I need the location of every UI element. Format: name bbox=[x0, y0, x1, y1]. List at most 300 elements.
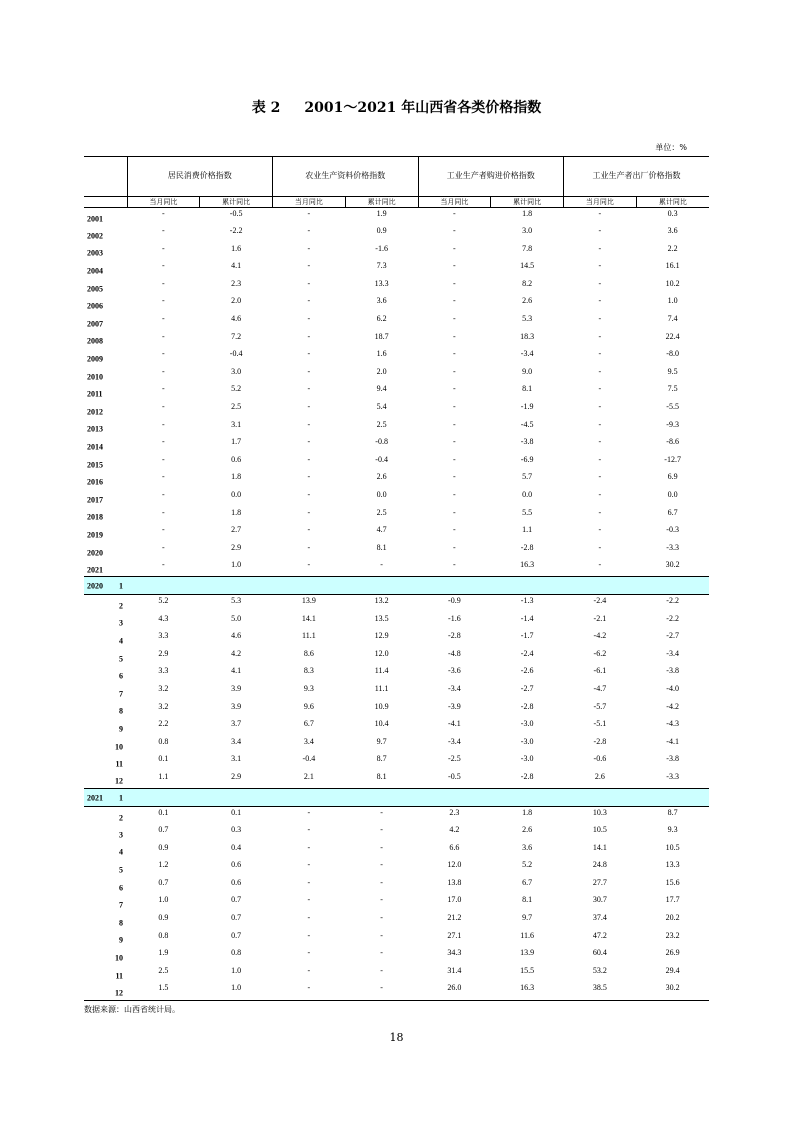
table-cell: - bbox=[307, 331, 311, 341]
table-cell: 0.1 bbox=[231, 808, 242, 817]
row-year: 2017 bbox=[87, 495, 103, 505]
table-cell: 0.7 bbox=[231, 895, 242, 905]
header-sub: 当月同比 bbox=[273, 197, 346, 208]
table-cell: 2.3 bbox=[449, 808, 460, 817]
table-row bbox=[84, 454, 709, 472]
table-row-highlight bbox=[84, 577, 709, 595]
table-cell: 0.1 bbox=[158, 808, 169, 817]
table-cell: -3.3 bbox=[666, 771, 679, 781]
table-cell: 30.2 bbox=[636, 982, 709, 1000]
table-cell: 18.3 bbox=[520, 331, 535, 341]
table-cell: 10.2 bbox=[665, 278, 680, 288]
table-cell: -1.6 bbox=[448, 613, 461, 623]
table-row bbox=[84, 613, 709, 631]
table-cell: 4.6 bbox=[231, 631, 242, 641]
table-row bbox=[84, 595, 709, 613]
table-cell: - bbox=[307, 314, 311, 324]
row-label bbox=[84, 243, 127, 261]
table-cell: - bbox=[598, 402, 602, 412]
table-cell: 5.0 bbox=[231, 613, 242, 623]
table-row bbox=[84, 683, 709, 701]
table-cell: - bbox=[598, 472, 602, 482]
table-cell: 1.5 bbox=[127, 982, 200, 1000]
table-cell: 8.3 bbox=[303, 666, 314, 676]
table-cell: -3.3 bbox=[666, 542, 679, 552]
table-cell bbox=[127, 577, 200, 595]
table-cell: - bbox=[453, 437, 456, 447]
table-cell: 1.0 bbox=[158, 895, 169, 905]
table-cell: 12.0 bbox=[447, 860, 462, 870]
table-cell: 29.4 bbox=[665, 965, 680, 975]
table-cell: - bbox=[380, 877, 383, 887]
page-number: 18 bbox=[389, 1031, 404, 1044]
table-row bbox=[84, 366, 709, 384]
table-cell: 2.1 bbox=[303, 771, 314, 781]
row-label bbox=[84, 683, 127, 701]
table-cell: -8.6 bbox=[666, 437, 679, 447]
table-row bbox=[84, 208, 709, 226]
table-cell: - bbox=[307, 226, 311, 236]
table-cell: - bbox=[453, 366, 456, 376]
table-cell: 2.0 bbox=[231, 296, 242, 306]
table-cell: 10.5 bbox=[592, 825, 607, 835]
row-label bbox=[84, 595, 127, 613]
row-year: 2011 bbox=[87, 389, 103, 399]
table-cell: 8.1 bbox=[376, 771, 387, 781]
table-cell: -2.2 bbox=[666, 613, 679, 623]
table-cell: 0.6 bbox=[231, 454, 242, 464]
table-cell: - bbox=[453, 402, 456, 412]
row-year: 2013 bbox=[87, 424, 103, 434]
table-cell: 0.7 bbox=[158, 877, 169, 887]
table-cell: 5.2 bbox=[522, 860, 533, 870]
table-cell: -0.5 bbox=[448, 771, 461, 781]
table-cell: 2.7 bbox=[231, 525, 242, 535]
table-cell: 12.9 bbox=[374, 631, 389, 641]
table-cell: -6.1 bbox=[593, 666, 607, 676]
row-month: 7 bbox=[119, 900, 123, 910]
header-sub: 累计同比 bbox=[636, 197, 709, 208]
table-cell: -3.4 bbox=[448, 736, 461, 746]
table-cell: 8.6 bbox=[303, 648, 314, 658]
row-label bbox=[84, 789, 127, 807]
table-cell: 5.5 bbox=[522, 507, 533, 517]
table-cell: 1.6 bbox=[376, 349, 387, 359]
table-cell: 24.8 bbox=[592, 860, 607, 870]
row-month: 10 bbox=[115, 741, 123, 751]
table-cell: - bbox=[453, 243, 456, 253]
table-cell: - bbox=[598, 384, 602, 394]
table-cell: - bbox=[162, 314, 165, 324]
table-cell: 3.2 bbox=[158, 683, 169, 693]
table-cell: -3.0 bbox=[520, 736, 534, 746]
row-year: 2009 bbox=[87, 354, 103, 364]
table-cell: -2.8 bbox=[520, 701, 534, 711]
table-cell: - bbox=[307, 842, 311, 852]
row-label bbox=[84, 807, 127, 825]
table-row bbox=[84, 648, 709, 666]
header-corner bbox=[84, 157, 127, 197]
row-year: 2019 bbox=[87, 530, 103, 540]
table-cell: -4.8 bbox=[448, 648, 461, 658]
table-row bbox=[84, 753, 709, 771]
row-year: 2012 bbox=[87, 407, 103, 417]
table-cell: 15.6 bbox=[665, 877, 680, 887]
table-cell: -1.9 bbox=[520, 402, 534, 412]
table-row bbox=[84, 419, 709, 437]
table-cell: - bbox=[307, 402, 311, 412]
table-cell: 10.3 bbox=[592, 808, 607, 817]
table-cell: 5.4 bbox=[376, 402, 387, 412]
table-cell: -2.7 bbox=[666, 631, 679, 641]
table-cell: 4.2 bbox=[449, 825, 460, 835]
table-cell: 0.8 bbox=[158, 930, 169, 940]
table-cell: -3.8 bbox=[520, 437, 534, 447]
table-cell: - bbox=[380, 825, 383, 835]
header-sub: 当月同比 bbox=[418, 197, 491, 208]
table-cell: 30.2 bbox=[665, 560, 680, 570]
header-corner-sub bbox=[84, 197, 127, 208]
table-cell: -5.1 bbox=[593, 719, 607, 729]
table-cell: 2.9 bbox=[231, 542, 242, 552]
row-month: 7 bbox=[119, 689, 123, 699]
table-cell: -0.8 bbox=[375, 437, 388, 447]
table-cell: 8.1 bbox=[522, 384, 533, 394]
table-cell: - bbox=[453, 314, 456, 324]
table-cell: -0.6 bbox=[593, 754, 607, 764]
table-row-highlight bbox=[84, 789, 709, 807]
table-cell: 1.7 bbox=[231, 437, 242, 447]
table-cell: 3.4 bbox=[231, 736, 242, 746]
table-cell: 2.5 bbox=[158, 965, 169, 975]
table-cell: -4.3 bbox=[666, 719, 679, 729]
table-title bbox=[0, 97, 793, 117]
row-label bbox=[84, 542, 127, 560]
table-cell: - bbox=[162, 472, 165, 482]
row-label bbox=[84, 489, 127, 507]
table-cell: - bbox=[453, 525, 456, 535]
table-cell: -6.2 bbox=[593, 648, 607, 658]
header-sub: 当月同比 bbox=[564, 197, 637, 208]
table-cell: 3.3 bbox=[158, 631, 169, 641]
table-cell: 9.7 bbox=[522, 913, 533, 923]
table-cell: 12.0 bbox=[374, 648, 389, 658]
table-cell: 7.8 bbox=[522, 243, 533, 253]
table-cell: 5.3 bbox=[522, 314, 533, 324]
row-label bbox=[84, 877, 127, 895]
table-cell: 4.6 bbox=[231, 314, 242, 324]
table-cell: 1.8 bbox=[522, 808, 533, 817]
table-row bbox=[84, 524, 709, 542]
table-cell: - bbox=[307, 507, 311, 517]
table-title-text: 2001～2021 年山西省各类价格指数 bbox=[304, 100, 542, 116]
row-year: 2020 bbox=[87, 547, 103, 557]
table-cell: 3.1 bbox=[231, 754, 242, 764]
table-cell: 6.7 bbox=[303, 719, 314, 729]
table-cell: 0.1 bbox=[158, 754, 169, 764]
table-cell: -4.1 bbox=[666, 736, 679, 746]
table-cell: - bbox=[273, 982, 346, 1000]
table-row bbox=[84, 436, 709, 454]
table-cell: 6.2 bbox=[376, 314, 387, 324]
table-cell: - bbox=[307, 454, 311, 464]
header-sub: 累计同比 bbox=[491, 197, 564, 208]
table-cell: - bbox=[380, 930, 383, 940]
row-label bbox=[84, 471, 127, 489]
table-cell: 3.3 bbox=[158, 666, 169, 676]
table-cell: -3.0 bbox=[520, 719, 534, 729]
table-cell: - bbox=[453, 278, 456, 288]
table-cell: - bbox=[307, 278, 311, 288]
table-cell: 13.9 bbox=[520, 948, 535, 958]
table-cell: - bbox=[380, 808, 383, 817]
row-label bbox=[84, 824, 127, 842]
table-cell: 2.6 bbox=[522, 825, 533, 835]
table-cell bbox=[273, 789, 346, 807]
table-cell: 7.2 bbox=[231, 331, 242, 341]
table-cell: -2.8 bbox=[520, 542, 534, 552]
table-cell: 34.3 bbox=[447, 948, 462, 958]
table-cell: 2.5 bbox=[376, 419, 387, 429]
table-cell: - bbox=[598, 490, 602, 499]
table-cell: - bbox=[162, 331, 165, 341]
row-label bbox=[84, 208, 127, 226]
table-cell: - bbox=[162, 419, 165, 429]
table-cell: -2.4 bbox=[520, 648, 534, 658]
table-cell: - bbox=[307, 243, 311, 253]
row-month: 1 bbox=[119, 581, 123, 591]
table-cell: 11.6 bbox=[520, 930, 534, 940]
table-cell: 3.1 bbox=[231, 419, 242, 429]
table-cell: 1.9 bbox=[158, 948, 169, 958]
row-label bbox=[84, 982, 127, 1000]
table-cell: 4.3 bbox=[158, 613, 169, 623]
table-cell: -4.2 bbox=[666, 701, 679, 711]
table-cell: 30.7 bbox=[592, 895, 607, 905]
table-cell: 5.2 bbox=[158, 596, 169, 606]
table-cell: - bbox=[453, 384, 456, 394]
row-label bbox=[84, 630, 127, 648]
row-month: 9 bbox=[119, 724, 123, 734]
table-cell: - bbox=[307, 349, 311, 359]
table-row bbox=[84, 877, 709, 895]
row-label bbox=[84, 507, 127, 525]
table-cell: 0.9 bbox=[158, 842, 169, 852]
row-label bbox=[84, 613, 127, 631]
table-cell: - bbox=[453, 490, 456, 499]
table-cell: 3.6 bbox=[376, 296, 387, 306]
table-cell: 11.1 bbox=[302, 631, 316, 641]
table-cell: - bbox=[307, 472, 311, 482]
header-group-cpi: 居民消费价格指数 bbox=[127, 157, 273, 197]
table-cell: - bbox=[307, 560, 311, 570]
table-cell: - bbox=[307, 913, 311, 923]
table-cell: 9.4 bbox=[376, 384, 387, 394]
header-group-agri: 农业生产资料价格指数 bbox=[273, 157, 419, 197]
table-cell: 2.5 bbox=[376, 507, 387, 517]
table-cell: - bbox=[598, 419, 602, 429]
row-month: 10 bbox=[115, 953, 123, 963]
table-row bbox=[84, 313, 709, 331]
row-label bbox=[84, 419, 127, 437]
table-row bbox=[84, 278, 709, 296]
table-cell bbox=[636, 789, 709, 807]
row-month: 11 bbox=[115, 759, 123, 769]
table-cell: - bbox=[162, 296, 165, 306]
row-label bbox=[84, 701, 127, 719]
table-row bbox=[84, 947, 709, 965]
row-year: 2021 bbox=[87, 565, 103, 575]
row-label bbox=[84, 260, 127, 278]
table-cell: 3.0 bbox=[522, 226, 533, 236]
table-cell: - bbox=[307, 419, 311, 429]
table-row bbox=[84, 630, 709, 648]
row-label bbox=[84, 524, 127, 542]
table-cell: 1.1 bbox=[158, 771, 169, 781]
table-cell: 4.1 bbox=[231, 666, 242, 676]
row-label bbox=[84, 930, 127, 948]
table-cell: - bbox=[307, 825, 311, 835]
row-label bbox=[84, 559, 127, 577]
table-cell: - bbox=[380, 913, 383, 923]
table-cell: 0.8 bbox=[231, 948, 242, 958]
table-cell: -3.0 bbox=[520, 754, 534, 764]
row-label bbox=[84, 225, 127, 243]
table-cell: - bbox=[307, 525, 311, 535]
table-cell: - bbox=[380, 965, 383, 975]
table-cell: 9.0 bbox=[522, 366, 533, 376]
row-month: 12 bbox=[115, 776, 123, 786]
table-cell: - bbox=[598, 437, 602, 447]
row-year: 2002 bbox=[87, 231, 103, 241]
table-row bbox=[84, 542, 709, 560]
table-row bbox=[84, 718, 709, 736]
table-cell: - bbox=[598, 314, 602, 324]
row-year: 2021 bbox=[87, 793, 103, 802]
table-cell bbox=[200, 789, 273, 807]
table-cell: -3.6 bbox=[448, 666, 461, 676]
table-cell: 2.0 bbox=[376, 366, 387, 376]
table-row bbox=[84, 383, 709, 401]
table-cell: 8.7 bbox=[376, 754, 387, 764]
table-cell: 26.9 bbox=[665, 948, 680, 958]
table-row bbox=[84, 807, 709, 825]
table-cell: - bbox=[307, 895, 311, 905]
table-row bbox=[84, 859, 709, 877]
table-cell: - bbox=[453, 349, 456, 359]
table-cell: 1.0 bbox=[231, 560, 242, 570]
table-cell: -2.8 bbox=[520, 771, 534, 781]
table-cell: - bbox=[307, 860, 311, 870]
table-cell: 9.6 bbox=[303, 701, 314, 711]
table-cell: - bbox=[307, 261, 311, 271]
table-cell: 53.2 bbox=[592, 965, 607, 975]
table-cell: 8.7 bbox=[667, 808, 678, 817]
row-label bbox=[84, 965, 127, 983]
table-cell: - bbox=[598, 296, 602, 306]
table-cell: 1.8 bbox=[491, 208, 564, 226]
table-cell: 3.6 bbox=[667, 226, 678, 236]
table-cell: - bbox=[598, 542, 602, 552]
row-year: 2010 bbox=[87, 371, 103, 381]
row-label bbox=[84, 454, 127, 472]
table-cell: -2.8 bbox=[593, 736, 607, 746]
table-cell: 22.4 bbox=[665, 331, 680, 341]
table-cell: 0.7 bbox=[231, 930, 242, 940]
table-cell: -5.5 bbox=[666, 402, 679, 412]
table-cell: - bbox=[453, 454, 456, 464]
table-cell: 9.7 bbox=[376, 736, 387, 746]
table-cell: 10.5 bbox=[665, 842, 680, 852]
table-cell bbox=[127, 789, 200, 807]
table-row bbox=[84, 260, 709, 278]
row-label bbox=[84, 753, 127, 771]
table-cell: -6.9 bbox=[520, 454, 534, 464]
table-cell: 10.4 bbox=[374, 719, 389, 729]
row-year: 2001 bbox=[87, 213, 103, 223]
table-cell: 7.5 bbox=[667, 384, 678, 394]
row-label bbox=[84, 401, 127, 419]
table-cell: 0.0 bbox=[231, 490, 242, 499]
table-cell: 1.1 bbox=[522, 525, 533, 535]
table-cell bbox=[564, 789, 637, 807]
table-cell: -3.8 bbox=[666, 666, 679, 676]
table-cell: 13.3 bbox=[665, 860, 680, 870]
table-cell: -2.6 bbox=[520, 666, 534, 676]
row-label bbox=[84, 894, 127, 912]
table-cell: - bbox=[162, 366, 165, 376]
header-group-ppi: 工业生产者出厂价格指数 bbox=[564, 157, 710, 197]
table-cell: 20.2 bbox=[665, 913, 680, 923]
row-month: 4 bbox=[119, 847, 123, 857]
table-cell: - bbox=[307, 877, 311, 887]
table-cell: - bbox=[307, 948, 311, 958]
table-row bbox=[84, 348, 709, 366]
table-row bbox=[84, 243, 709, 261]
table-cell: -4.2 bbox=[593, 631, 607, 641]
table-cell: - bbox=[453, 560, 456, 570]
table-cell: 14.1 bbox=[301, 613, 316, 623]
table-cell: -2.2 bbox=[666, 596, 679, 606]
header-group-row bbox=[84, 157, 709, 197]
table-cell: 11.4 bbox=[374, 666, 389, 676]
table-cell: -0.9 bbox=[448, 596, 461, 606]
table-cell: - bbox=[453, 419, 456, 429]
table-cell: 27.1 bbox=[447, 930, 462, 940]
table-row bbox=[84, 701, 709, 719]
header-sub: 累计同比 bbox=[345, 197, 418, 208]
table-cell: - bbox=[273, 208, 346, 226]
row-month: 1 bbox=[119, 793, 123, 802]
table-cell: - bbox=[127, 208, 200, 226]
table-cell: 2.2 bbox=[667, 243, 678, 253]
table-cell: 1.6 bbox=[231, 243, 242, 253]
table-row bbox=[84, 842, 709, 860]
table-cell: -2.7 bbox=[520, 683, 534, 693]
table-cell: - bbox=[598, 349, 602, 359]
table-cell: -0.4 bbox=[302, 754, 316, 764]
table-cell: 1.0 bbox=[667, 296, 678, 306]
row-label bbox=[84, 648, 127, 666]
table-cell bbox=[491, 789, 564, 807]
table-cell: - bbox=[307, 296, 311, 306]
table-cell: 5.2 bbox=[231, 384, 242, 394]
table-cell: 9.3 bbox=[667, 825, 678, 835]
row-year: 2016 bbox=[87, 477, 103, 487]
row-label bbox=[84, 577, 127, 595]
table-row bbox=[84, 771, 709, 789]
table-cell: - bbox=[598, 278, 602, 288]
